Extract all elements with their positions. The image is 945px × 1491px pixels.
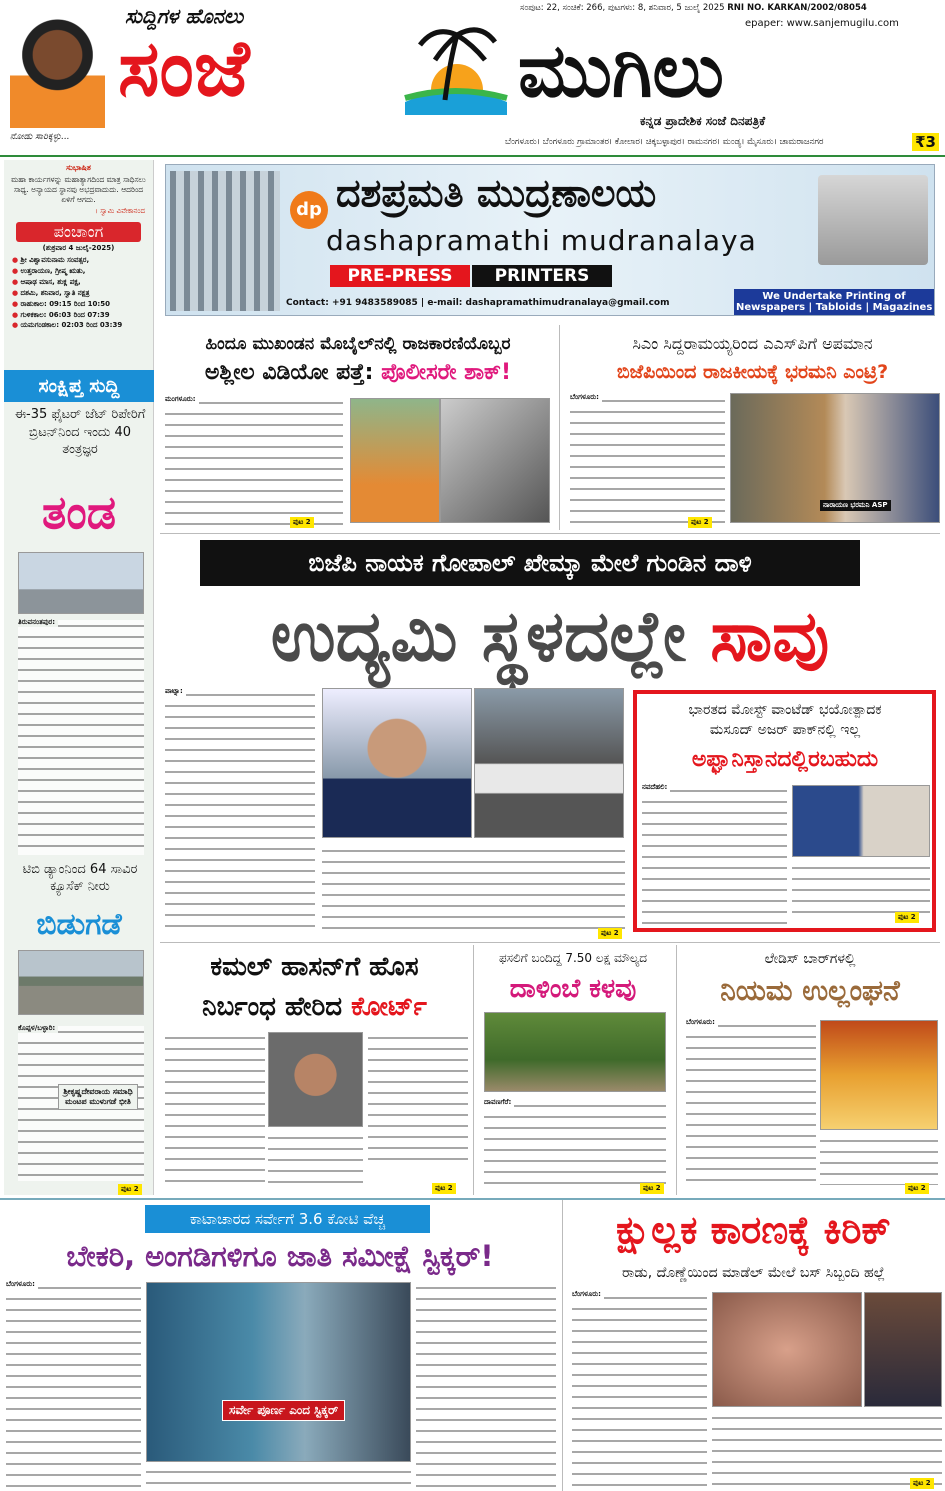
divider — [160, 942, 940, 943]
ad-title-english: dashapramathi mudranalaya — [326, 224, 757, 257]
panchanga-date: (ಶುಕ್ರವಾರ 4 ಜುಲೈ-2025) — [42, 244, 115, 253]
fight-victim-photo — [864, 1292, 942, 1407]
s1-headline: ಅಶ್ಲೀಲ ವಿಡಿಯೋ ಪತ್ತೆ: ಪೊಲೀಸರೇ ಶಾಕ್! — [204, 360, 512, 385]
s2-kicker: ಸಿಎಂ ಸಿದ್ದರಾಮಯ್ಯರಿಂದ ಎಎಸ್‌ಪಿಗೆ ಅಪಮಾನ — [632, 334, 873, 353]
box-headline: ಅಫ್ಘಾನಿಸ್ತಾನದಲ್ಲಿರಬಹುದು — [691, 747, 879, 772]
s1-mobile-photo — [440, 398, 550, 523]
digital-printer-photo — [818, 175, 928, 265]
ad-tag-prepress: PRE-PRESS — [330, 265, 470, 287]
lead-victim-photo — [322, 688, 472, 838]
fighter-jet-photo — [18, 552, 144, 614]
masthead-tagline: ಸುದ್ದಿಗಳ ಹೊನಲು — [125, 4, 244, 28]
box-photo — [792, 785, 930, 857]
box-dateline: ನವದೆಹಲಿ: — [642, 783, 670, 792]
panchanga-item: ● ಶ್ರೀ ವಿಶ್ವಾವಸುನಾಮ ಸಂವತ್ಸರ, — [12, 256, 90, 265]
kamal-headline-2: ನಿರ್ಬಂಧ ಹೇರಿದ ಕೋರ್ಟ್ — [202, 992, 427, 1022]
subhashita-author: । ಸ್ವಾಮಿ ವಿವೇಕಾನಂದ — [95, 207, 145, 216]
palm-sun-logo — [395, 20, 513, 115]
s2-photo-caption: ನಾರಾಯಣ ಭರಮನಿ ASP — [820, 500, 891, 511]
kamal-headline-1: ಕಮಲ್ ಹಾಸನ್‌ಗೆ ಹೊಸ — [210, 952, 419, 982]
divider — [559, 325, 560, 530]
panchanga-list — [4, 255, 153, 331]
brief2-big: ಬಿಡುಗಡೆ — [36, 907, 122, 942]
founder-caption: ನೋಡು ಸಾರಿಕ್ಕಳ್ಳು... — [10, 132, 70, 142]
pome-kicker: ಫಸಲಿಗೆ ಬಂದಿದ್ದ 7.50 ಲಕ್ಷ ಮೌಲ್ಯದ — [498, 951, 648, 965]
masthead-name-red: ಸಂಜೆ — [118, 24, 250, 114]
s2-headline: ಬಿಜೆಪಿಯಿಂದ ರಾಜಕೀಯಕ್ಕೆ ಭರಮನಿ ಎಂಟ್ರಿ? — [616, 361, 889, 383]
s2-dateline: ಬೆಂಗಳೂರು: — [570, 393, 602, 402]
dam-flood-photo — [18, 950, 144, 1015]
pome-headline: ದಾಳಿಂಬೆ ಕಳವು — [509, 974, 637, 1004]
lead-headline: ಉದ್ಯಮಿ ಸ್ಥಳದಲ್ಲೇ ಸಾವು — [270, 595, 830, 677]
masthead-subtitle: ಕನ್ನಡ ಪ್ರಾದೇಶಿಕ ಸಂಜೆ ದಿನಪತ್ರಿಕೆ — [640, 114, 766, 128]
panchanga-item: ● ಆಷಾಢ ಮಾಸ, ಶುಕ್ಲ ಪಕ್ಷ, — [12, 278, 81, 287]
panchanga-item: ● ಯಮಗಂಡಕಾಲ: 02:03 ರಿಂದ 03:39 — [12, 321, 123, 330]
kamal-body-2 — [268, 1132, 363, 1187]
s1-dateline: ಮಂಗಳೂರು: — [165, 395, 199, 404]
brief1-headline: ಈ-35 ಫೈಟರ್ ಜೆಟ್ ರಿಪೇರಿಗೆ ಬ್ರಿಟನ್‌ನಿಂದ ಇಂದು 40 ತಂತ್ರಜ್ಞರ — [14, 407, 146, 458]
box-body-1 — [642, 785, 787, 925]
fight-body-1 — [572, 1292, 707, 1487]
bar-dateline: ಬೆಂಗಳೂರು: — [686, 1018, 718, 1027]
pome-photo — [484, 1012, 666, 1092]
survey-body-1 — [6, 1282, 141, 1487]
s1-page-ref[interactable]: ಪುಟ 2 — [290, 517, 314, 528]
fight-page-ref[interactable]: ಪುಟ 2 — [910, 1478, 934, 1489]
ad-contact: Contact: +91 9483589085 | e-mail: dashapramathimudranalaya@gmail.com — [286, 298, 670, 308]
lead-banner: ಬಿಜೆಪಿ ನಾಯಕ ಗೋಪಾಲ್ ಖೇಮ್ಕಾ ಮೇಲೆ ಗುಂಡಿನ ದಾಳಿ — [200, 540, 860, 586]
survey-body-2 — [146, 1466, 411, 1488]
lead-body-2 — [322, 845, 625, 935]
subhashita-text: ಮಹಾ ಕಾರ್ಯಗಳನ್ನು ಮಹಾತ್ಯಾಗದಿಂದ ಮಾತ್ರ ಸಾಧಿಸಲು ಸಾಧ್ಯ. ಅನ್ಯಾಯದ ಸ್ಥಾನವು ಅಭದ್ರವಾದುದು. ಆದರಿಂದ ಏಳಿಗೆ ಆಗದು. — [11, 175, 146, 205]
cities-line: ಬೆಂಗಳೂರು। ಬೆಂಗಳೂರು ಗ್ರಾಮಾಂತರ। ಕೋಲಾರ। ಚಿಕ್ಕಬಳ್ಳಾಪುರ। ರಾಮನಗರ। ಮಂಡ್ಯ। ಮೈಸೂರು। ಚಾಮರಾಜನಗರ — [505, 137, 824, 147]
lead-body-1 — [165, 689, 315, 934]
press-machine-photo — [170, 171, 280, 311]
survey-kicker: ಕಾಟಾಚಾರದ ಸರ್ವೇಗೆ 3.6 ಕೋಟಿ ವೆಚ್ಚ — [145, 1205, 430, 1233]
fight-body-2 — [712, 1412, 942, 1487]
pome-dateline: ದಾವಣಗೆರೆ: — [484, 1098, 514, 1107]
brief1-body — [18, 620, 144, 855]
panchanga-title: ಪಂಚಾಂಗ — [16, 222, 141, 242]
s2-page-ref[interactable]: ಪುಟ 2 — [688, 517, 712, 528]
bar-photo — [820, 1020, 938, 1130]
box-kicker-2: ಮಸೂದ್ ಅಜರ್ ಪಾಕ್‌ನಲ್ಲಿ ಇಲ್ಲ — [709, 722, 861, 738]
ad-tag-printers: PRINTERS — [472, 265, 612, 287]
ad-title-kannada: ದಶಪ್ರಮತಿ ಮುದ್ರಣಾಲಯ — [336, 171, 657, 215]
bar-kicker: ಲೇಡಿಸ್ ಬಾರ್‌ಗಳಲ್ಲಿ — [764, 951, 856, 967]
divider — [0, 1198, 945, 1200]
issue-info: ಸಂಪುಟ: 22, ಸಂಚಿಕೆ: 266, ಪುಟಗಳು: 8, ಶನಿವಾರ, 5 ಜುಲೈ 2025 RNI NO. KARKAN/2002/08054 — [520, 3, 867, 13]
s2-body — [570, 395, 725, 525]
brief1-big: ತಂಡ — [41, 485, 117, 539]
kamal-body-3 — [368, 1032, 468, 1167]
masthead-name-black: ಮುಗಿಲು — [518, 28, 724, 114]
panchanga-item: ● ಗುಳಿಕಕಾಲ: 06:03 ರಿಂದ 07:39 — [12, 310, 110, 319]
masthead-divider — [0, 155, 945, 157]
bar-body-1 — [686, 1020, 816, 1188]
divider — [562, 1200, 563, 1491]
kamal-body-1 — [165, 1032, 265, 1187]
s1-person-photo — [350, 398, 440, 523]
divider — [473, 945, 474, 1195]
survey-dateline: ಬೆಂಗಳೂರು: — [6, 1280, 38, 1289]
printing-ad — [165, 164, 935, 316]
price-badge: ₹3 — [912, 133, 939, 151]
lead-crime-scene-photo — [474, 688, 624, 838]
ad-logo: dp — [290, 191, 328, 229]
box-page-ref[interactable]: ಪುಟ 2 — [895, 912, 919, 923]
survey-photo-caption: ಸರ್ವೇ ಪೂರ್ಣ ಎಂದ ಸ್ಟಿಕ್ಕರ್ — [222, 1400, 345, 1421]
panchanga-item: ● ರಾಹುಕಾಲ: 09:15 ರಿಂದ 10:50 — [12, 299, 110, 308]
fight-dateline: ಬೆಂಗಳೂರು: — [572, 1290, 604, 1299]
briefs-header: ಸಂಕ್ಷಿಪ್ತ ಸುದ್ದಿ — [4, 370, 154, 402]
fight-subheadline: ರಾಡು, ದೊಣ್ಣೆಯಿಂದ ಮಾಡೆಲ್ ಮೇಲೆ ಬಸ್ ಸಿಬ್ಬಂದಿ ಹಲ್ಲೆ — [622, 1265, 885, 1281]
subhashita-title: ಸುಭಾಷಿತ — [66, 163, 91, 172]
kamal-page-ref[interactable]: ಪುಟ 2 — [432, 1183, 456, 1194]
survey-photo — [146, 1282, 411, 1462]
kamal-photo — [268, 1032, 363, 1127]
pome-body — [484, 1100, 666, 1188]
divider — [160, 533, 940, 534]
panchanga-item: ● ದಶಮಿ, ಶನಿವಾರ, ಸ್ವಾತಿ ನಕ್ಷತ್ರ — [12, 288, 90, 297]
brief1-dateline: ತಿರುವನಂತಪುರ: — [18, 618, 58, 627]
lead-page-ref[interactable]: ಪುಟ 2 — [598, 928, 622, 939]
survey-body-3 — [416, 1282, 556, 1487]
bar-body-2 — [820, 1135, 938, 1185]
panchanga-item: ● ಉತ್ತರಾಯಣ, ಗ್ರೀಷ್ಮ ಋತು, — [12, 267, 86, 276]
fight-injury-photo — [712, 1292, 862, 1407]
page-ref[interactable]: ಪುಟ 2 — [118, 1184, 142, 1195]
brief2-inset: ಶ್ರೀಕೃಷ್ಣದೇವರಾಯ ಸಮಾಧಿ ಮಂಟಪ ಮುಳುಗಡೆ ಭೀತಿ — [58, 1084, 138, 1110]
bar-page-ref[interactable]: ಪುಟ 2 — [905, 1183, 929, 1194]
epaper-link[interactable]: epaper: www.sanjemugilu.com — [745, 18, 899, 29]
founder-photo — [10, 10, 105, 128]
brief2-headline: ಟಿಬಿ ಡ್ಯಾಂನಿಂದ 64 ಸಾವಿರ ಕ್ಯೂಸೆಕ್ ನೀರು — [22, 862, 138, 894]
survey-headline: ಬೇಕರಿ, ಅಂಗಡಿಗಳಿಗೂ ಜಾತಿ ಸಮೀಕ್ಷೆ ಸ್ಟಿಕ್ಕರ್! — [66, 1239, 494, 1273]
s1-kicker: ಹಿಂದೂ ಮುಖಂಡನ ಮೊಬೈಲ್‌ನಲ್ಲಿ ರಾಜಕಾರಣಿಯೊಬ್ಬರ — [205, 334, 511, 354]
box-kicker-1: ಭಾರತದ ಮೋಸ್ಟ್ ವಾಂಟೆಡ್ ಭಯೋತ್ಪಾದಕ — [688, 702, 882, 718]
divider — [676, 945, 677, 1195]
fight-headline: ಕ್ಷುಲ್ಲಕ ಕಾರಣಕ್ಕೆ ಕಿರಿಕ್ — [616, 1208, 891, 1252]
pome-page-ref[interactable]: ಪುಟ 2 — [640, 1183, 664, 1194]
ad-note: We Undertake Printing of Newspapers | Tabloids | Magazines — [736, 291, 933, 313]
s1-body — [165, 397, 343, 525]
brief2-dateline: ಕೊಪ್ಪಳ/ಬಳ್ಳಾರಿ: — [18, 1024, 58, 1033]
bar-headline: ನಿಯಮ ಉಲ್ಲಂಘನೆ — [720, 974, 900, 1007]
lead-dateline: ಪಾಟ್ನಾ: — [165, 687, 186, 696]
